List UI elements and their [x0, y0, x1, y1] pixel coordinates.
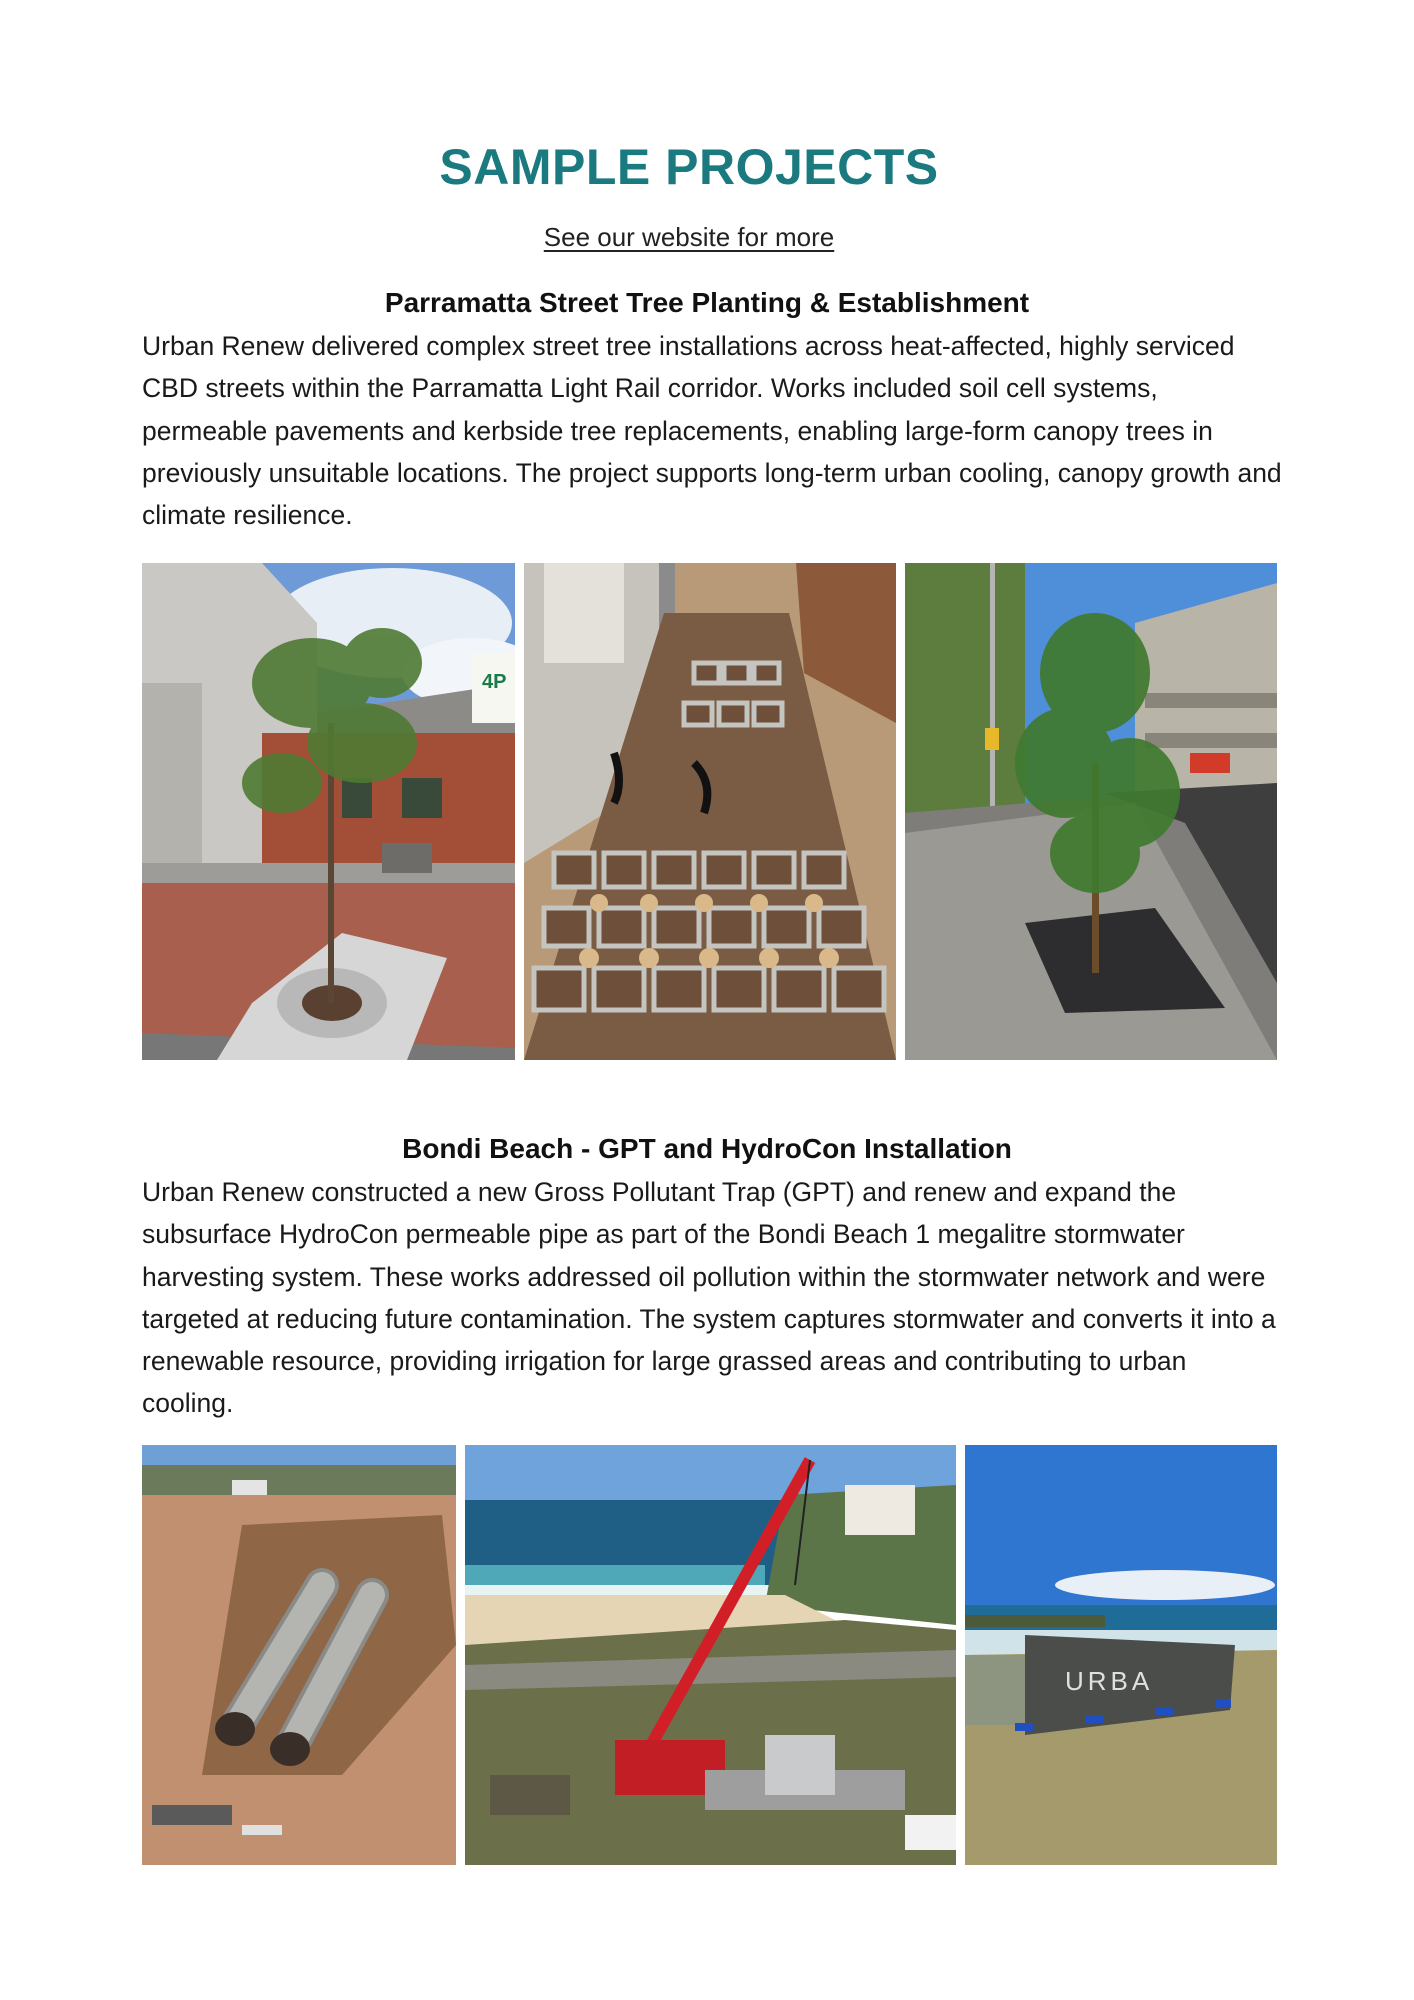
photo-bondi-fence — [965, 1445, 1277, 1865]
fence-banner-text: URBA — [1065, 1666, 1154, 1696]
photo-hydrocon-pipes — [142, 1445, 456, 1865]
photo-street-tree-grate — [142, 563, 515, 1060]
page-title: SAMPLE PROJECTS — [439, 139, 939, 195]
project-description-bondi: Urban Renew constructed a new Gross Pollutant Trap (GPT) and renew and expand the subsurface HydroCon permeable pipe as part of the Bondi Beach 1 megalitre stormwater harvesting system. These works addressed oil pollution within the stormwater network and were targeted at reducing future contamination. The system captures stormwater and converts it into a renewable resource, providing irrigation for large grassed areas and contributing to urban cooling. — [142, 1177, 1276, 1419]
photo-bondi-crane — [465, 1445, 956, 1865]
project-heading-parramatta: Parramatta Street Tree Planting & Establishment — [384, 287, 1030, 318]
website-link[interactable]: See our website for more — [543, 222, 835, 252]
parking-sign-text: 4P — [482, 671, 507, 693]
photo-soil-cells — [524, 563, 896, 1060]
project-description-parramatta: Urban Renew delivered complex street tree installations across heat-affected, highly serviced CBD streets within the Parramatta Light Rail corridor. Works included soil cell systems, permeable pavements and kerbside tree replacements, enabling large-form canopy trees in previously unsuitable locations. The project supports long-term urban cooling, canopy growth and climate resilience. — [142, 331, 1282, 531]
project-heading-bondi: Bondi Beach - GPT and HydroCon Installation — [402, 1133, 1012, 1164]
photo-kerbside-tree — [905, 563, 1277, 1060]
